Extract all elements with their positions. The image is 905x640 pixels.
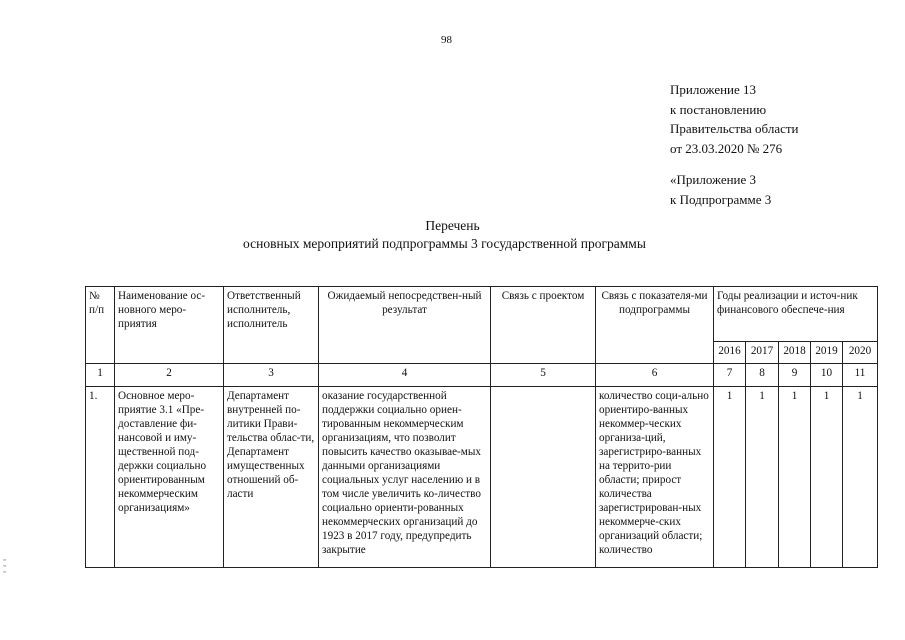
year-header: 2016 bbox=[714, 342, 746, 364]
row-year-value: 1 bbox=[779, 387, 811, 568]
row-num: 1. bbox=[86, 387, 115, 568]
row-year-value: 1 bbox=[746, 387, 779, 568]
column-number: 10 bbox=[811, 364, 843, 387]
column-number: 7 bbox=[714, 364, 746, 387]
column-number: 2 bbox=[115, 364, 224, 387]
column-number: 9 bbox=[779, 364, 811, 387]
header-num: № п/п bbox=[86, 287, 115, 364]
appendix-line: Правительства области bbox=[670, 121, 799, 136]
header-indicators: Связь с показателя-ми подпрограммы bbox=[596, 287, 714, 364]
row-indicators: количество соци-ально ориентиро-ванных некоммер-ческих организа-ций, зарегистриро-ванных на террито-рии области; прирост количества зарегистрирован-ных некоммерче-ских организаций области; количество bbox=[596, 387, 714, 568]
row-project bbox=[491, 387, 596, 568]
appendix-line: к Подпрограмме 3 bbox=[670, 191, 772, 207]
column-number: 3 bbox=[224, 364, 319, 387]
appendix-line: Приложение 13 bbox=[670, 82, 757, 97]
table-row bbox=[86, 387, 878, 568]
column-number: 4 bbox=[319, 364, 491, 387]
row-year-value: 1 bbox=[714, 387, 746, 568]
document-title: Перечень bbox=[425, 218, 480, 233]
row-executor: Департамент внутренней по-литики Прави-тельства облас-ти, Департамент имущественных отношений об-ласти bbox=[224, 387, 319, 568]
column-number: 5 bbox=[491, 364, 596, 387]
margin-marks: = = = bbox=[3, 558, 7, 576]
appendix-line: «Приложение 3 bbox=[670, 172, 757, 187]
year-header: 2017 bbox=[746, 342, 779, 364]
column-number: 6 bbox=[596, 364, 714, 387]
row-year-value: 1 bbox=[843, 387, 878, 568]
appendix-block bbox=[670, 80, 799, 209]
header-executor: Ответственный исполнитель, исполнитель bbox=[224, 287, 319, 364]
appendix-line: от 23.03.2020 № 276 bbox=[670, 140, 783, 156]
page-number: 98 bbox=[441, 34, 452, 46]
activities-table bbox=[85, 286, 878, 568]
row-year-value: 1 bbox=[811, 387, 843, 568]
document-subtitle: основных мероприятий подпрограммы 3 государственной программы bbox=[243, 236, 646, 251]
header-result: Ожидаемый непосредствен-ный результат bbox=[319, 287, 491, 364]
year-header: 2020 bbox=[843, 342, 878, 364]
header-project: Связь с проектом bbox=[491, 287, 596, 364]
header-name: Наименование ос-новного меро-приятия bbox=[115, 287, 224, 364]
header-years: Годы реализации и источ-ник финансового обеспече-ния bbox=[714, 287, 878, 342]
column-number: 11 bbox=[843, 364, 878, 387]
year-header: 2018 bbox=[779, 342, 811, 364]
row-result: оказание государственной поддержки социально ориен-тированным некоммерческим организациям, что позволит повысить качество оказывае-мых данными организациями социальных услуг населению и в том числе увеличить ко-личество социально ориенти-рованных некоммерческих организаций до 1923 в 2017 году, предупредить закрытие bbox=[319, 387, 491, 568]
appendix-line: к постановлению bbox=[670, 101, 767, 117]
column-number: 1 bbox=[86, 364, 115, 387]
row-name: Основное меро-приятие 3.1 «Пре-доставление фи-нансовой и иму-щественной под-держки социально ориентированным некоммерческим организациям» bbox=[115, 387, 224, 568]
column-number: 8 bbox=[746, 364, 779, 387]
year-header: 2019 bbox=[811, 342, 843, 364]
